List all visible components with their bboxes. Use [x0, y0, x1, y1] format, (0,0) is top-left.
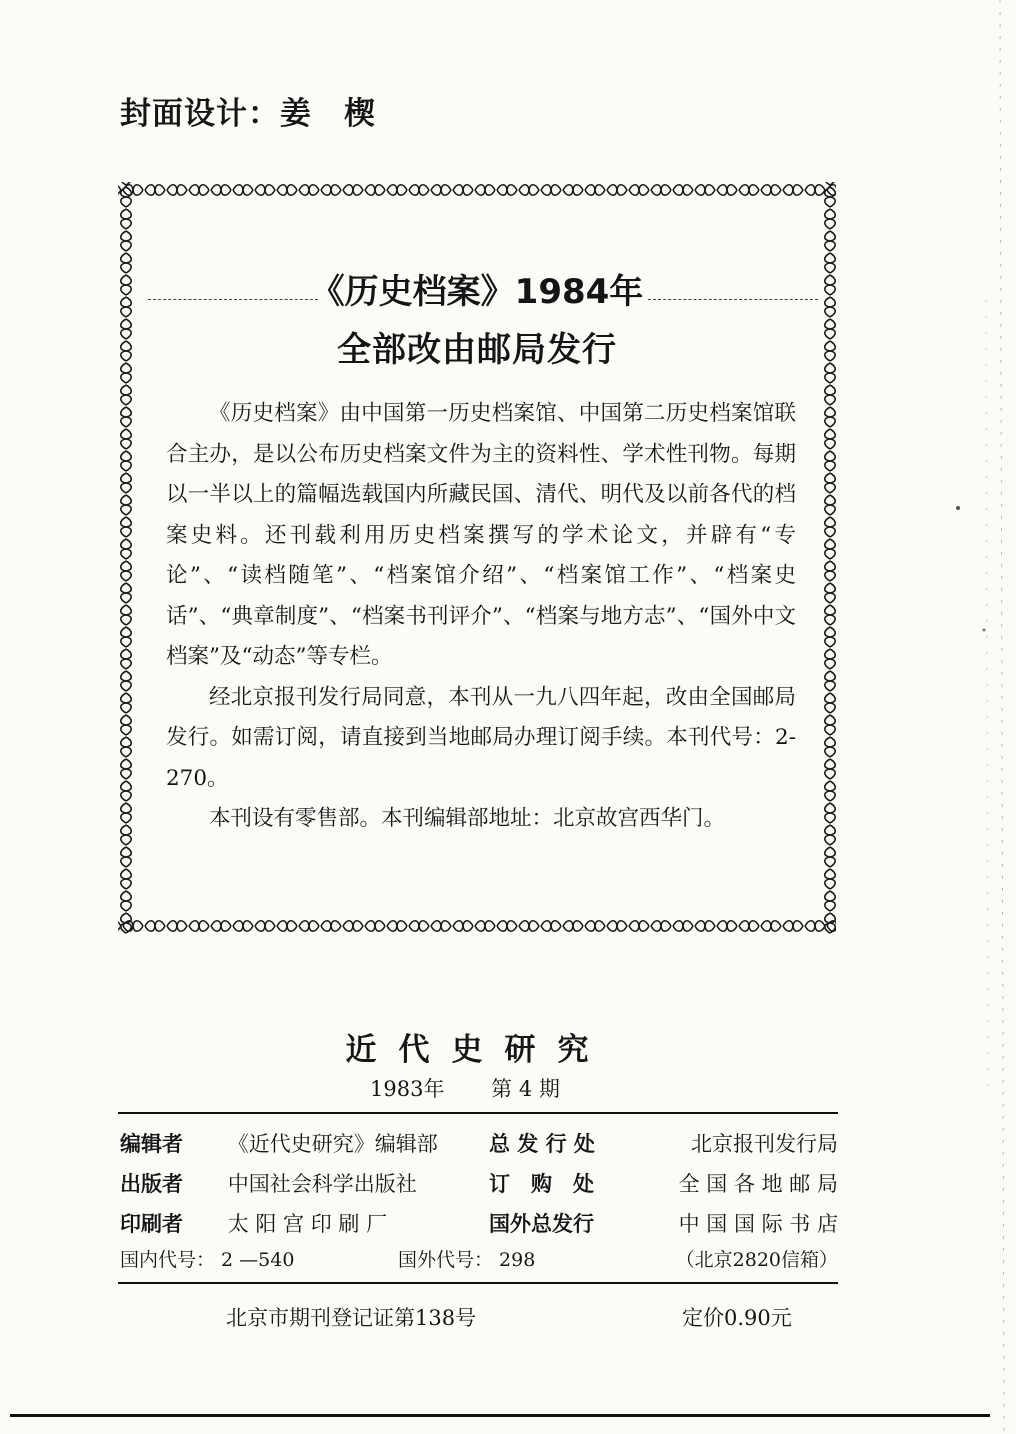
info-label: 订 购 处 — [488, 1172, 594, 1196]
table-bottom-rule — [118, 1282, 838, 1284]
domestic-code: 国内代号： 2 —540 — [120, 1249, 295, 1271]
issue-number: 第 4 期 — [491, 1077, 560, 1101]
info-label: 国外总发行 — [488, 1212, 594, 1236]
notice-paragraph: 《历史档案》由中国第一历史档案馆、中国第二历史档案馆联合主办，是以公布历史档案文件为主的资料性、学术性刊物。每期以一半以上的篇幅选载国内所藏民国、清代、明代及以前各代的档案史料。还刊载利用历史档案撰写的学术论文，并辟有“专论”、“读档随笔”、“档案馆介绍”、“档案馆工作”、“档案史话”、“典章制度”、“档案书刊评介”、“档案与地方志”、“国外中文档案”及“动态”等专栏。 — [166, 401, 796, 669]
notice-subtitle: 全部改由邮局发行 — [337, 330, 617, 370]
price: 定价0.90元 — [682, 1306, 792, 1330]
publication-info-table — [120, 1123, 838, 1243]
info-label: 出版者 — [120, 1172, 183, 1196]
notice-paragraph: 经北京报刊发行局同意，本刊从一九八四年起，改由全国邮局发行。如需订阅，请直接到当地邮局办理订阅手续。本刊代号：2-270。 — [166, 684, 796, 791]
info-row — [120, 1123, 838, 1163]
foreign-code: 国外代号： 298 — [398, 1249, 536, 1271]
info-row — [120, 1203, 838, 1243]
notice-body — [166, 394, 796, 840]
info-value: 中国社会科学出版社 — [227, 1172, 417, 1196]
info-row — [120, 1163, 838, 1203]
info-label: 编辑者 — [120, 1132, 183, 1156]
mailbox: （北京2820信箱） — [675, 1249, 838, 1271]
info-label: 总 发 行 处 — [488, 1132, 595, 1156]
info-value: 《近代史研究》编辑部 — [227, 1132, 438, 1156]
code-row — [120, 1245, 838, 1272]
issue-year: 1983年 — [370, 1077, 445, 1101]
registration-number: 北京市期刊登记证第138号 — [226, 1306, 477, 1330]
notice-frame — [118, 182, 836, 934]
cover-designer-credit: 封面设计：姜 楔 — [120, 96, 376, 132]
info-value: 北京报刊发行局 — [691, 1132, 838, 1156]
info-value: 中 国 国 际 书 店 — [678, 1212, 838, 1236]
scan-edge-noise — [948, 0, 1016, 1434]
journal-title: 近代史研究 — [345, 1032, 611, 1068]
issue-line — [370, 1073, 600, 1103]
info-value: 太 阳 宫 印 刷 厂 — [227, 1212, 388, 1236]
info-value: 全 国 各 地 邮 局 — [678, 1172, 838, 1196]
info-label: 印刷者 — [120, 1212, 183, 1236]
page-bottom-line — [10, 1414, 990, 1417]
table-top-rule — [118, 1112, 838, 1114]
notice-title: 《历史档案》1984年 — [310, 272, 644, 312]
notice-paragraph: 本刊设有零售部。本刊编辑部地址：北京故宫西华门。 — [209, 806, 726, 831]
